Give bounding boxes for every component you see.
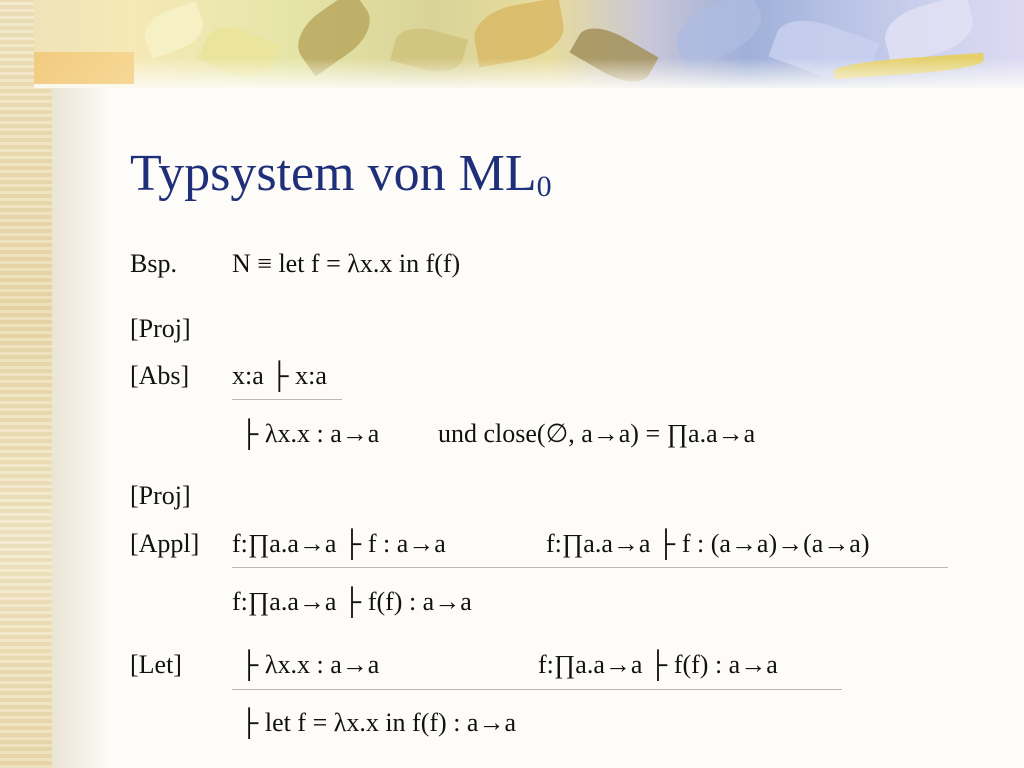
- rule-proj-label: [Proj]: [130, 314, 191, 343]
- top-decorative-banner: [34, 0, 1024, 88]
- rule-let-conclusion: ├ let f = λx.x in f(f) : a→a: [240, 708, 516, 737]
- rule-abs-label: [Abs]: [130, 361, 190, 390]
- slide-title-subscript: 0: [536, 170, 552, 203]
- rule-appl-premise-1: f:∏a.a→a ├ f : a→a: [232, 529, 446, 558]
- left-decorative-strip: [0, 0, 52, 768]
- rule-let-premise-1: ├ λx.x : a→a: [240, 650, 380, 679]
- rule-appl-label: [Appl]: [130, 529, 200, 558]
- rule-appl-premise-2: f:∏a.a→a ├ f : (a→a)→(a→a): [546, 529, 870, 558]
- example-label: Bsp.: [130, 249, 177, 278]
- rule-appl-conclusion: f:∏a.a→a ├ f(f) : a→a: [232, 587, 472, 616]
- rule-abs-premise: x:a ├ x:a: [232, 361, 327, 390]
- rule-abs-conclusion: ├ λx.x : a→a: [240, 419, 380, 448]
- slide-title-text: Typsystem von ML: [130, 145, 537, 202]
- orange-accent-bar: [34, 52, 134, 84]
- abs-inference-line: [232, 399, 342, 400]
- rule-proj-label-2: [Proj]: [130, 481, 191, 510]
- left-strip-shadow: [52, 0, 112, 768]
- appl-inference-line: [232, 567, 948, 568]
- let-inference-line: [232, 689, 842, 690]
- rule-abs-side-condition: und close(∅, a→a) = ∏a.a→a: [438, 419, 756, 448]
- example-expression: N ≡ let f = λx.x in f(f): [232, 249, 461, 278]
- banner-fade: [34, 58, 1024, 88]
- slide-title: [130, 145, 552, 203]
- rule-let-label: [Let]: [130, 650, 182, 679]
- rule-let-premise-2: f:∏a.a→a ├ f(f) : a→a: [538, 650, 778, 679]
